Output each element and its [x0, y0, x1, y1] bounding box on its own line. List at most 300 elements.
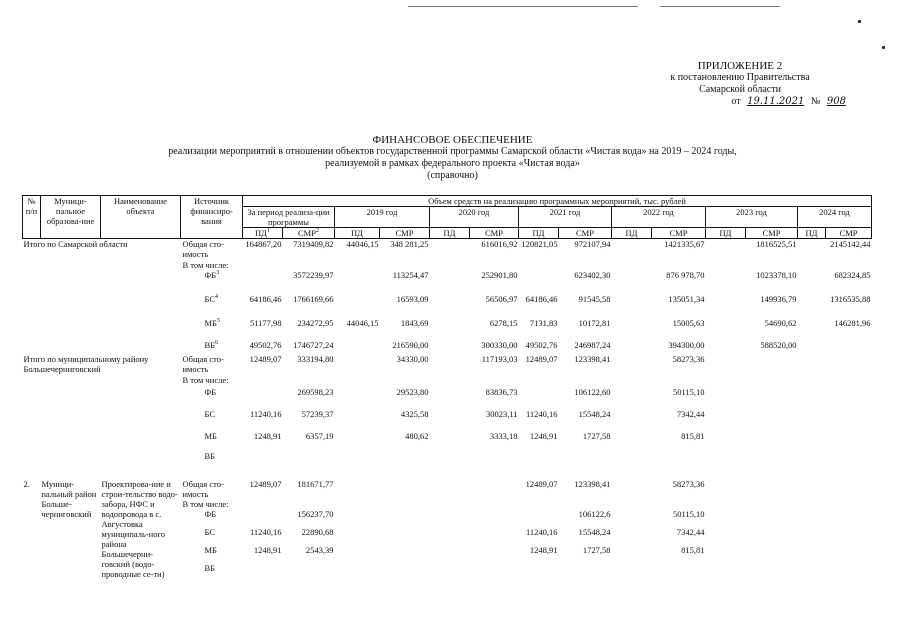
header-source: Источник финансиро-вания [181, 196, 243, 239]
heading-line-2: реализуемой в рамках федерального проекта «Чистая вода» [325, 158, 580, 169]
amount-cell: 54690,62 [764, 317, 797, 328]
amount-cell [283, 375, 335, 387]
amount-cell [519, 499, 559, 509]
amount-cell [380, 509, 430, 527]
amount-cell [243, 499, 283, 509]
amount-cell [380, 563, 430, 603]
source-footnote: 3 [216, 269, 220, 276]
amount-cell [746, 431, 798, 451]
amount-cell: 394300,00 [668, 339, 705, 350]
amount-cell: 50115,10 [672, 386, 705, 397]
amount-cell [798, 318, 826, 340]
amount-cell: 15548,24 [578, 526, 611, 537]
amount-cell [746, 375, 798, 387]
header-smr: СМР$^2$ [283, 228, 335, 239]
amount-cell [430, 260, 470, 270]
amount-cell: 156237,70 [297, 508, 334, 519]
amount-cell [706, 375, 746, 387]
amount-cell [798, 260, 826, 270]
source-label: Общая сто-имость [182, 353, 224, 374]
amount-cell: 300330,00 [481, 339, 518, 350]
amount-cell [243, 387, 283, 409]
amount-cell [430, 527, 470, 545]
source-cell [181, 509, 243, 527]
amount-cell [430, 509, 470, 527]
table-row [23, 239, 872, 260]
amount-cell: 216590,00 [392, 339, 429, 350]
header-smr: СМР [746, 228, 798, 239]
amount-cell: 120821,05 [521, 239, 558, 249]
source-footnote: 6 [215, 339, 219, 346]
header-pd: $ПД^1$ [243, 228, 283, 239]
heading-line-1: реализации мероприятий в отношении объектов государственной программы Самарской области «Чистая вода» на 2019 – 2024 годы, [168, 146, 737, 157]
amount-cell: 113254,47 [392, 269, 429, 280]
financing-table [22, 195, 872, 603]
amount-cell [243, 509, 283, 527]
source-cell: В том числе: [182, 498, 229, 509]
amount-cell: 972107,94 [574, 239, 611, 249]
appendix-line-1: к постановлению Правительства [670, 72, 810, 83]
source-cell [181, 409, 243, 431]
amount-cell [706, 431, 746, 451]
header-total-period: За период реализа-ции программы [243, 207, 335, 228]
source-cell: В том числе: [182, 374, 229, 385]
amount-cell [826, 409, 872, 431]
source-label: БС [204, 293, 215, 304]
amount-cell [746, 409, 798, 431]
amount-cell [430, 479, 470, 499]
amount-cell: 106122,6 [578, 508, 611, 519]
amount-cell [559, 563, 612, 603]
header-smr: СМР [559, 228, 612, 239]
amount-cell: 1248,91 [253, 430, 282, 441]
amount-cell [430, 387, 470, 409]
amount-cell: 234272,95 [297, 317, 334, 328]
amount-cell [826, 375, 872, 387]
source-cell [181, 387, 243, 409]
amount-cell: 12489,07 [249, 353, 282, 364]
section-label: Итого по Самарской области [23, 239, 128, 249]
header-year: 2022 год [612, 207, 706, 228]
amount-cell [612, 451, 652, 479]
amount-cell [826, 563, 872, 603]
amount-cell [798, 387, 826, 409]
amount-cell [430, 294, 470, 318]
source-cell [181, 479, 243, 499]
amount-cell [798, 431, 826, 451]
amount-cell [798, 340, 826, 354]
amount-cell [335, 375, 380, 387]
source-cell [181, 563, 243, 603]
amount-cell [243, 563, 283, 603]
amount-cell [706, 509, 746, 527]
appendix-block [630, 60, 850, 108]
amount-cell [798, 294, 826, 318]
amount-cell [519, 563, 559, 603]
appendix-line-2: Самарской области [699, 84, 781, 95]
amount-cell [612, 239, 652, 260]
source-cell [181, 294, 243, 318]
amount-cell [798, 239, 826, 260]
object-cell: Проектирова-ние и строи-тельство водо-забора, НФС и водопровода в с. Августовка муниципаль-ного района Большечерни-говский (водо-проводные се-ти) [101, 478, 178, 579]
amount-cell [335, 387, 380, 409]
amount-cell [430, 451, 470, 479]
source-label: МБ [204, 430, 217, 441]
amount-cell: 11240,16 [525, 526, 558, 537]
amount-cell [798, 499, 826, 509]
table-row [23, 354, 872, 375]
source-footnote: 4 [215, 293, 218, 300]
amount-cell [652, 260, 706, 270]
amount-cell [746, 451, 798, 479]
amount-cell [335, 509, 380, 527]
amount-cell [706, 409, 746, 431]
source-cell [181, 340, 243, 354]
source-cell: В том числе: [182, 259, 229, 270]
heading-line-3: (справочно) [427, 170, 478, 181]
row-number: 2. [23, 478, 30, 489]
amount-cell: 348 281,25 [390, 239, 429, 249]
amount-cell: 57239,37 [301, 408, 334, 419]
amount-cell [335, 409, 380, 431]
source-label: Общая сто-имость [182, 239, 224, 259]
amount-cell [612, 499, 652, 509]
amount-cell [706, 294, 746, 318]
amount-cell [706, 499, 746, 509]
amount-cell: 29523,80 [396, 386, 429, 397]
amount-cell [798, 409, 826, 431]
amount-cell: 164867,20 [245, 239, 282, 249]
amount-cell [746, 479, 798, 499]
amount-cell: 10172,81 [578, 317, 611, 328]
header-smr: СМР [652, 228, 706, 239]
amount-cell [612, 509, 652, 527]
amount-cell [380, 375, 430, 387]
amount-cell [612, 270, 652, 294]
header-number: № п/п [23, 196, 41, 239]
amount-cell [706, 563, 746, 603]
amount-cell [243, 260, 283, 270]
amount-cell [746, 387, 798, 409]
amount-cell [612, 409, 652, 431]
amount-cell [519, 451, 559, 479]
amount-cell: 333194,80 [297, 353, 334, 364]
appendix-date-line [630, 96, 850, 108]
amount-cell: 50115,10 [672, 508, 705, 519]
scan-speck [858, 20, 861, 23]
header-year: 2023 год [706, 207, 798, 228]
header-year: 2019 год [335, 207, 430, 228]
amount-cell [826, 527, 872, 545]
source-footnote: 5 [216, 317, 220, 324]
header-year: 2020 год [430, 207, 519, 228]
source-cell [181, 270, 243, 294]
amount-cell [470, 499, 519, 509]
amount-cell: 4325,58 [400, 408, 429, 419]
amount-cell [335, 340, 380, 354]
amount-cell [798, 545, 826, 563]
amount-cell: 49502,76 [525, 339, 558, 350]
amount-cell [470, 509, 519, 527]
amount-cell [746, 545, 798, 563]
amount-cell: 7319409,82 [293, 239, 334, 249]
amount-cell: 815,81 [681, 544, 705, 555]
amount-cell [430, 431, 470, 451]
amount-cell [826, 509, 872, 527]
amount-cell [380, 545, 430, 563]
amount-cell [430, 409, 470, 431]
scan-speck [882, 46, 885, 49]
amount-cell [519, 387, 559, 409]
amount-cell: 588520,00 [760, 339, 797, 350]
amount-cell [380, 499, 430, 509]
amount-cell: 64186,46 [525, 293, 558, 304]
municipality-cell: Муници-пальный район Больше-черниговский [41, 478, 97, 519]
amount-cell: 616016,92 [481, 239, 518, 249]
amount-cell [470, 451, 519, 479]
number-label: № [810, 96, 821, 107]
amount-cell: 83836,73 [485, 386, 518, 397]
source-cell [181, 354, 243, 375]
header-smr: СМР [826, 228, 872, 239]
amount-cell: 1421335,67 [664, 239, 705, 249]
source-label: БС [204, 526, 215, 537]
header-pd: ПД [706, 228, 746, 239]
amount-cell [243, 270, 283, 294]
amount-cell [798, 509, 826, 527]
amount-cell [612, 340, 652, 354]
source-label: ВБ [204, 450, 216, 461]
amount-cell: 44046,15 [346, 239, 379, 249]
amount-cell: 56506,97 [485, 293, 518, 304]
source-cell [181, 527, 243, 545]
amount-cell [470, 375, 519, 387]
amount-cell [612, 294, 652, 318]
amount-cell [335, 270, 380, 294]
amount-cell: 1727,58 [582, 544, 611, 555]
amount-cell [706, 340, 746, 354]
header-year: 2021 год [519, 207, 612, 228]
amount-cell [283, 260, 335, 270]
source-cell [181, 545, 243, 563]
amount-cell [612, 354, 652, 375]
amount-cell [746, 509, 798, 527]
amount-cell: 11240,16 [249, 526, 282, 537]
amount-cell: 64186,46 [249, 293, 282, 304]
header-pd: ПД [612, 228, 652, 239]
amount-cell [798, 270, 826, 294]
amount-cell [335, 260, 380, 270]
amount-cell [519, 375, 559, 387]
amount-cell [826, 340, 872, 354]
amount-cell [746, 527, 798, 545]
amount-cell [335, 431, 380, 451]
amount-cell [612, 563, 652, 603]
amount-cell [430, 375, 470, 387]
amount-cell: 1248,91 [529, 430, 558, 441]
amount-cell: 44046,15 [346, 317, 379, 328]
amount-cell [380, 451, 430, 479]
amount-cell: 1248,91 [529, 544, 558, 555]
amount-cell: 7131,83 [529, 317, 558, 328]
from-label: от [731, 96, 741, 107]
amount-cell [826, 431, 872, 451]
appendix-title: ПРИЛОЖЕНИЕ 2 [697, 60, 783, 72]
handwritten-number: 908 [826, 96, 846, 107]
amount-cell [612, 545, 652, 563]
header-pd: ПД [335, 228, 380, 239]
amount-cell [243, 375, 283, 387]
amount-cell [746, 563, 798, 603]
amount-cell [559, 499, 612, 509]
amount-cell [430, 563, 470, 603]
amount-cell [470, 527, 519, 545]
header-pd: ПД [519, 228, 559, 239]
amount-cell: 1023378,10 [756, 269, 797, 280]
amount-cell: 49502,76 [249, 339, 282, 350]
amount-cell [283, 499, 335, 509]
amount-cell [430, 545, 470, 563]
amount-cell: 269598,23 [297, 386, 334, 397]
handwritten-date: 19.11.2021 [747, 96, 805, 107]
amount-cell [706, 479, 746, 499]
amount-cell [706, 527, 746, 545]
source-label: ФБ [204, 269, 217, 280]
amount-cell: 181671,77 [297, 478, 334, 489]
amount-cell: 51177,98 [249, 317, 282, 328]
amount-cell [519, 270, 559, 294]
amount-cell [335, 545, 380, 563]
amount-cell: 15005,63 [672, 317, 705, 328]
amount-cell [519, 509, 559, 527]
amount-cell [652, 375, 706, 387]
amount-cell [335, 527, 380, 545]
amount-cell [612, 527, 652, 545]
header-smr: СМР [470, 228, 519, 239]
amount-cell [335, 451, 380, 479]
amount-cell: 16593,09 [396, 293, 429, 304]
amount-cell: 11240,16 [249, 408, 282, 419]
amount-cell: 3333,18 [489, 430, 518, 441]
amount-cell: 1843,69 [400, 317, 429, 328]
amount-cell [706, 387, 746, 409]
amount-cell [706, 239, 746, 260]
amount-cell: 876 978,70 [666, 269, 705, 280]
amount-cell [706, 270, 746, 294]
amount-cell [430, 270, 470, 294]
amount-cell: 135051,34 [668, 293, 705, 304]
amount-cell: 149936,79 [760, 293, 797, 304]
amount-cell: 1746727,24 [293, 339, 334, 350]
amount-cell: 1316535,88 [830, 293, 871, 304]
amount-cell [559, 375, 612, 387]
document-title: ФИНАНСОВОЕ ОБЕСПЕЧЕНИЕ [372, 134, 533, 146]
amount-cell: 11240,16 [525, 408, 558, 419]
amount-cell: 815,81 [681, 430, 705, 441]
source-cell [181, 451, 243, 479]
amount-cell [652, 451, 706, 479]
source-label: ФБ [204, 386, 217, 397]
amount-cell [706, 318, 746, 340]
amount-cell: 1727,58 [582, 430, 611, 441]
amount-cell [612, 318, 652, 340]
amount-cell [430, 318, 470, 340]
amount-cell [430, 239, 470, 260]
source-label: МБ [204, 544, 217, 555]
source-label: Общая сто-имость [182, 478, 224, 499]
amount-cell: 123398,41 [574, 353, 611, 364]
source-label: ВБ [204, 339, 216, 350]
amount-cell [612, 431, 652, 451]
header-object: Наименование объекта [101, 196, 181, 239]
table-row [23, 479, 872, 499]
amount-cell [798, 479, 826, 499]
amount-cell: 117193,03 [481, 353, 518, 364]
amount-cell [798, 375, 826, 387]
amount-cell [826, 387, 872, 409]
amount-cell [746, 260, 798, 270]
amount-cell: 58273,36 [672, 353, 705, 364]
source-cell [181, 239, 243, 260]
amount-cell: 246987,24 [574, 339, 611, 350]
amount-cell: 34330,00 [396, 353, 429, 364]
amount-cell [283, 451, 335, 479]
amount-cell: 91545,58 [578, 293, 611, 304]
amount-cell [283, 563, 335, 603]
amount-cell: 58273,36 [672, 478, 705, 489]
header-pd: ПД [430, 228, 470, 239]
amount-cell [652, 563, 706, 603]
amount-cell: 15548,24 [578, 408, 611, 419]
amount-cell [430, 354, 470, 375]
amount-cell [798, 527, 826, 545]
amount-cell [826, 499, 872, 509]
amount-cell: 1248,91 [253, 544, 282, 555]
amount-cell: 6357,19 [305, 430, 334, 441]
amount-cell [559, 260, 612, 270]
amount-cell: 12489,07 [525, 353, 558, 364]
amount-cell [612, 479, 652, 499]
section-label: Итого по муниципальному району Большечерниговский [23, 353, 149, 374]
amount-cell: 3572239,97 [293, 269, 334, 280]
amount-cell: 682324,85 [834, 269, 871, 280]
header-smr: СМР [380, 228, 430, 239]
amount-cell: 1766169,66 [293, 293, 334, 304]
amount-cell [430, 340, 470, 354]
amount-cell: 7342,44 [676, 526, 705, 537]
amount-cell [706, 451, 746, 479]
amount-cell [826, 260, 872, 270]
amount-cell [470, 545, 519, 563]
amount-cell [380, 527, 430, 545]
amount-cell: 22890,68 [301, 526, 334, 537]
amount-cell: 12489,07 [249, 478, 282, 489]
amount-cell [612, 260, 652, 270]
header-year: 2024 год [798, 207, 872, 228]
amount-cell: 252901,80 [481, 269, 518, 280]
amount-cell [826, 354, 872, 375]
amount-cell [798, 354, 826, 375]
source-label: ФБ [204, 508, 217, 519]
amount-cell [519, 260, 559, 270]
amount-cell [798, 451, 826, 479]
amount-cell: 146281,96 [834, 317, 871, 328]
amount-cell [798, 563, 826, 603]
amount-cell [746, 499, 798, 509]
source-label: ВБ [204, 562, 216, 573]
amount-cell [380, 260, 430, 270]
document-heading [0, 134, 905, 182]
